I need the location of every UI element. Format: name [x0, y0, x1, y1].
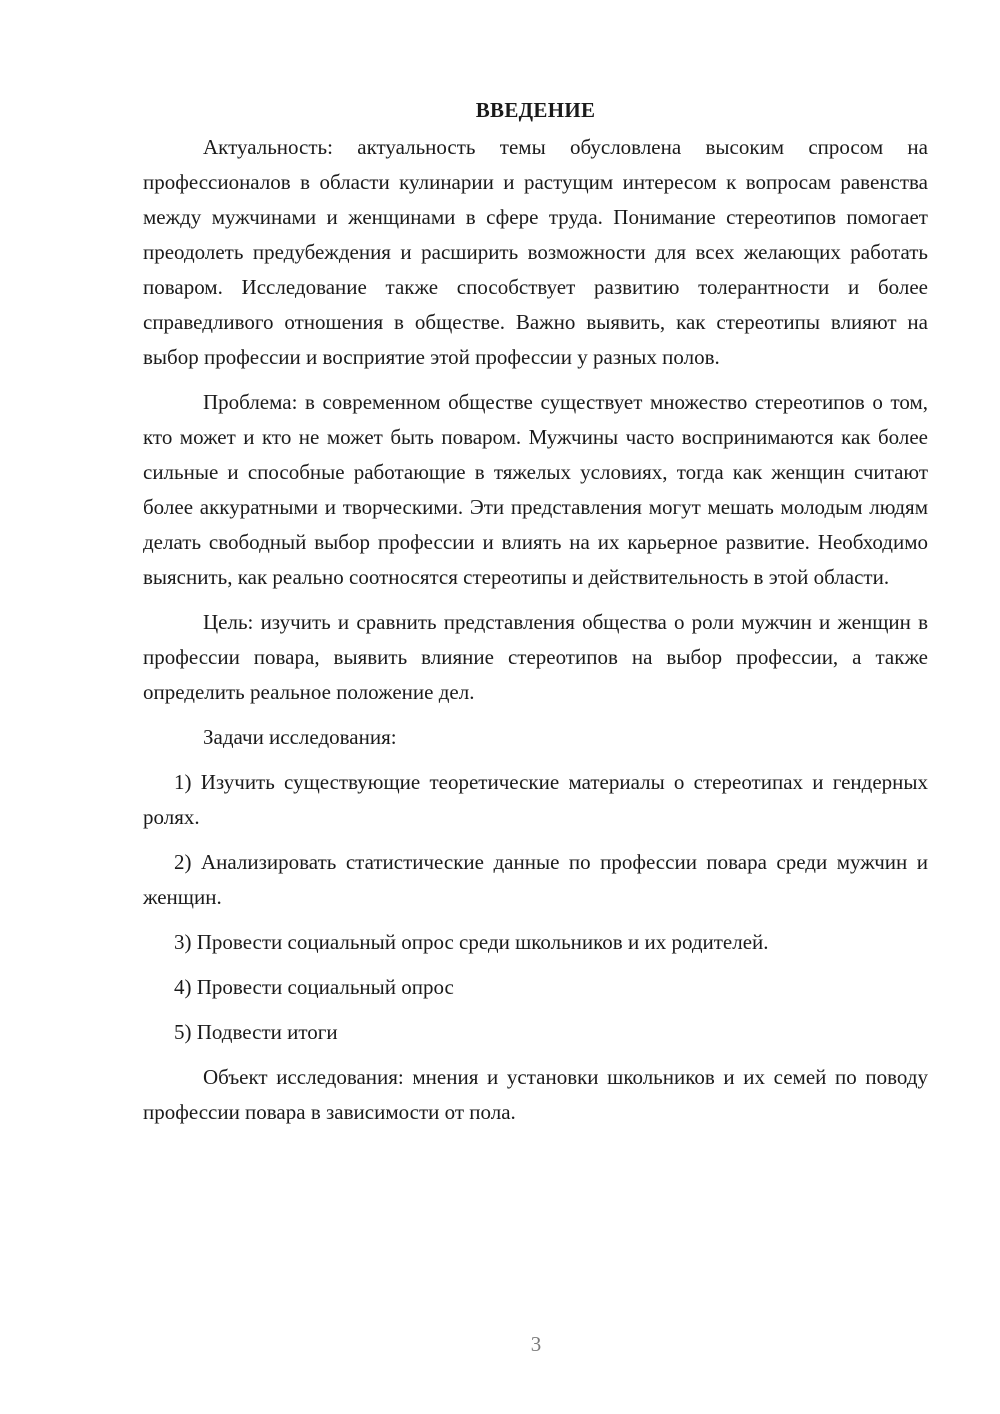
task-item-2: 2) Анализировать статистические данные по профессии повара среди мужчин и женщин. [143, 850, 928, 909]
paragraph-relevance: Актуальность: актуальность темы обусловлена высоким спросом на профессионалов в области кулинарии и растущим интересом к вопросам равенства между мужчинами и женщинами в сфере труда. Понимание стереотипов помогает преодолеть предубеждения и расширить возможности для всех желающих работать поваром. Исследование также способствует развитию толерантности и более справедливого отношения в обществе. Важно выявить, как стереотипы влияют на выбор профессии и восприятие этой профессии у разных полов. [143, 135, 928, 369]
paragraph-object: Объект исследования: мнения и установки школьников и их семей по поводу профессии повара в зависимости от пола. [143, 1065, 928, 1124]
task-item-3: 3) Провести социальный опрос среди школьников и их родителей. [174, 930, 769, 954]
page-number: 3 [530, 1332, 542, 1356]
task-item-4: 4) Провести социальный опрос [174, 975, 454, 999]
task-item-5: 5) Подвести итоги [174, 1020, 338, 1044]
paragraph-problem: Проблема: в современном обществе существует множество стереотипов о том, кто может и кто не может быть поваром. Мужчины часто воспринимаются как более сильные и способные работающие в тяжелых условиях, тогда как женщин считают более аккуратными и творческими. Эти представления могут мешать молодым людям делать свободный выбор профессии и влиять на их карьерное развитие. Необходимо выяснить, как реально соотносятся стереотипы и действительность в этой области. [143, 390, 928, 589]
tasks-title: Задачи исследования: [203, 725, 397, 749]
paragraph-goal: Цель: изучить и сравнить представления общества о роли мужчин и женщин в профессии повара, выявить влияние стереотипов на выбор профессии, а также определить реальное положение дел. [143, 610, 928, 704]
page-title: ВВЕДЕНИЕ [475, 98, 596, 122]
task-item-1: 1) Изучить существующие теоретические материалы о стереотипах и гендерных ролях. [143, 770, 928, 829]
document-page [143, 92, 928, 1140]
